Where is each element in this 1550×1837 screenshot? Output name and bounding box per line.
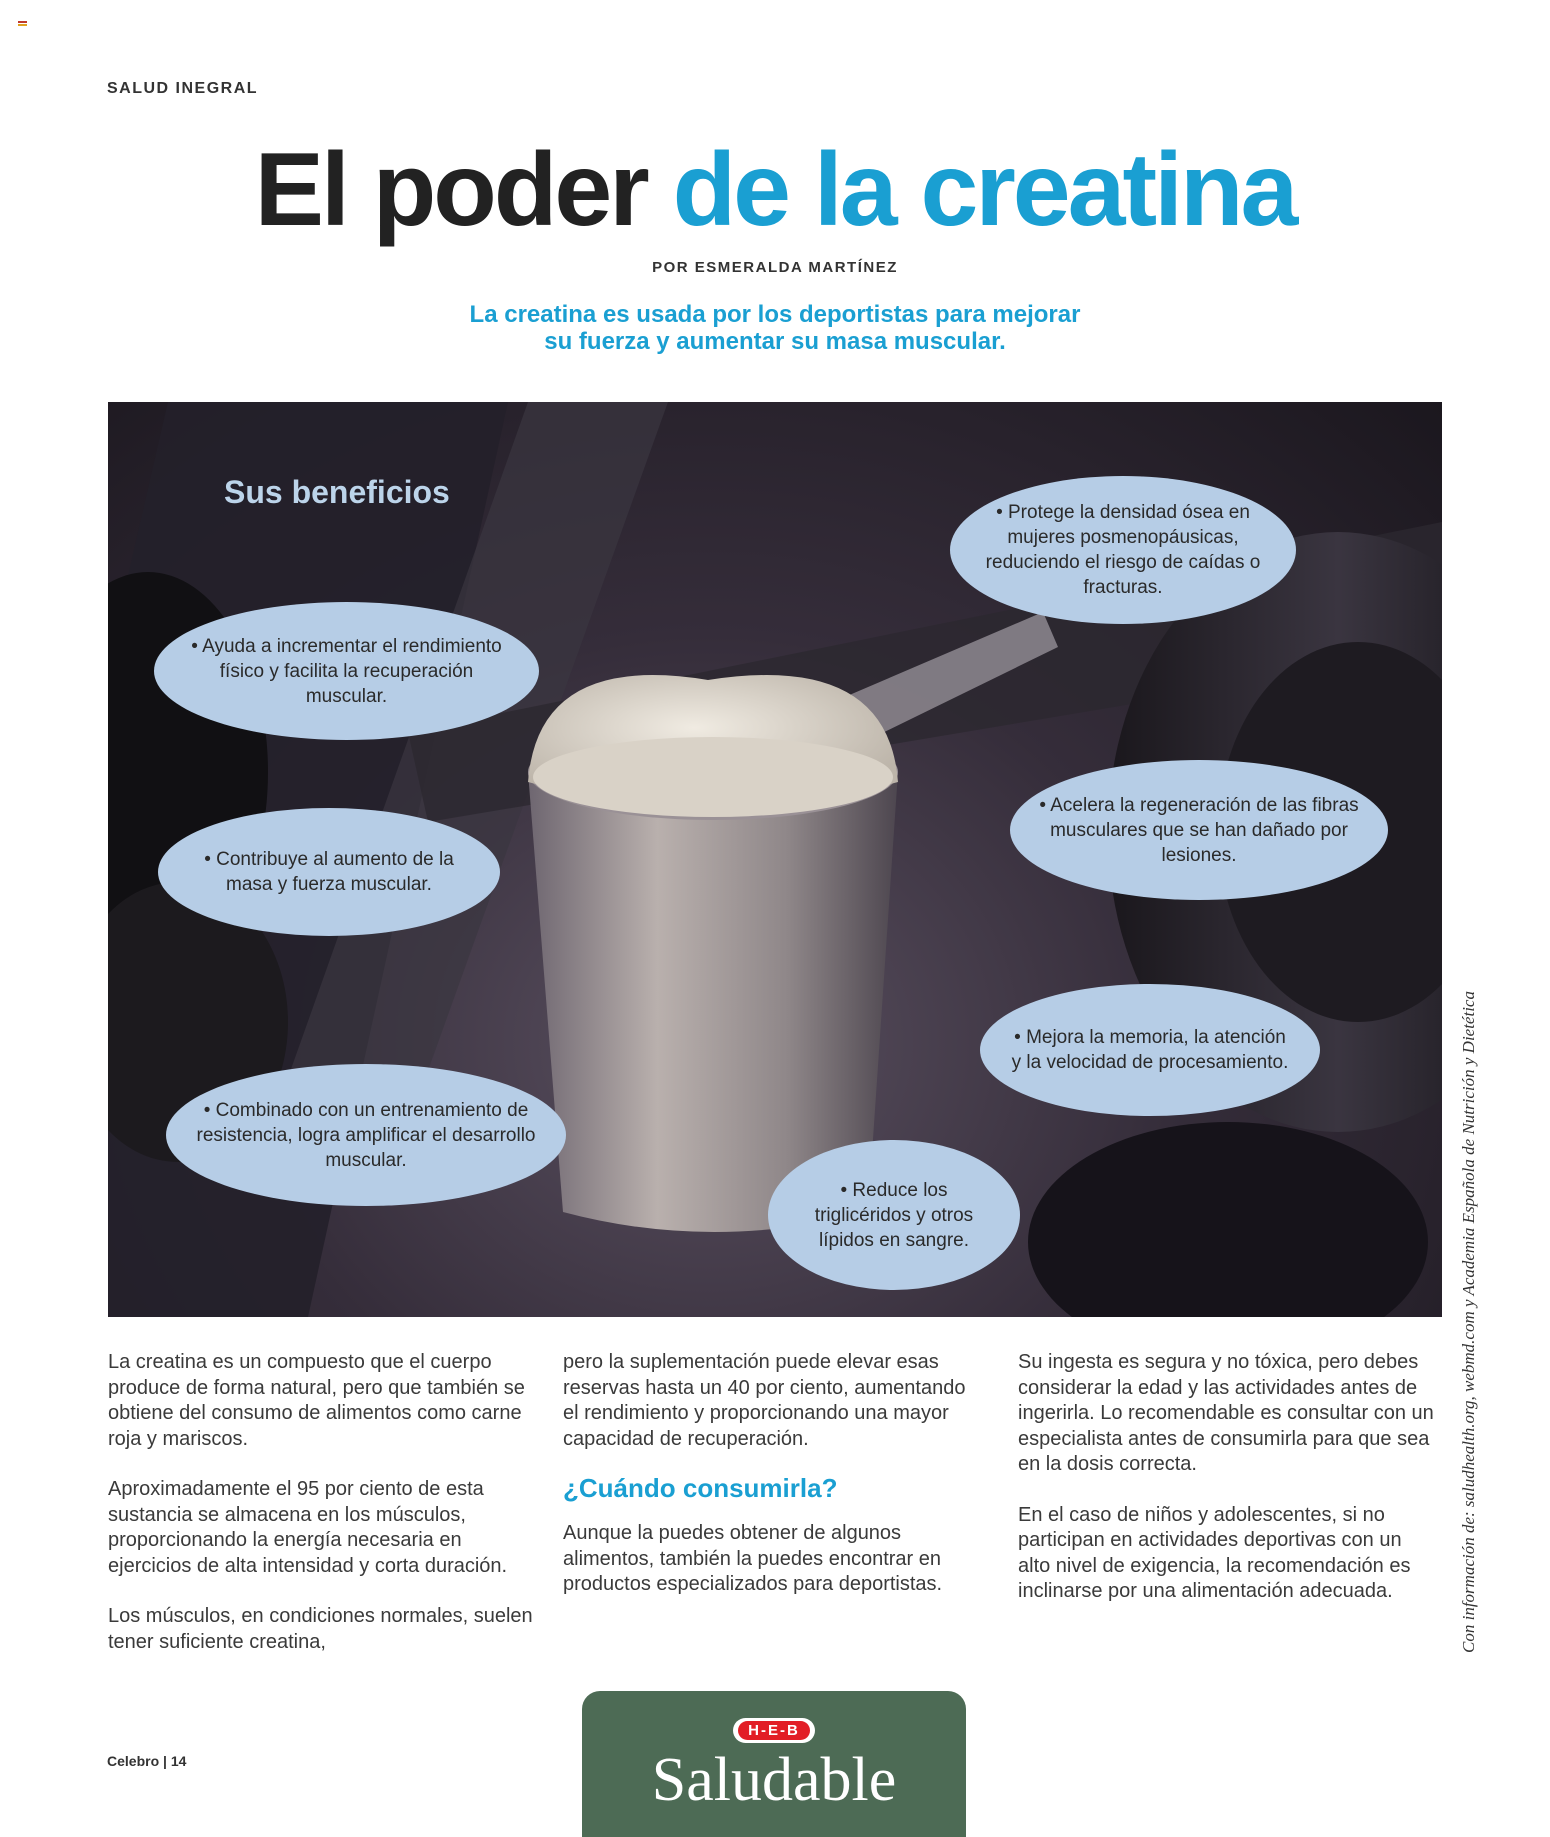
col2-paragraph-2: Aunque la puedes obtener de algunos alimentos, también la puedes encontrar en productos especializados para deportistas. — [563, 1522, 943, 1595]
subtitle-line-1: La creatina es usada por los deportistas para mejorar — [469, 301, 1081, 328]
title-blue-part: de la creatina — [672, 132, 1296, 248]
benefit-bubble-6: • Mejora la memoria, la atención y la velocidad de procesamiento. — [980, 984, 1320, 1116]
col3-paragraph-2: En el caso de niños y adolescentes, si no participan en actividades deportivas con un alto nivel de exigencia, la recomendación es inclinarse por una alimentación adecuada. — [1018, 1503, 1411, 1602]
benefit-bubble-2: • Contribuye al aumento de la masa y fuerza muscular. — [158, 808, 500, 936]
heb-badge — [582, 1718, 966, 1743]
section-label: SALUD INEGRAL — [107, 80, 259, 97]
col1-paragraph-3: Los músculos, en condiciones normales, suelen tener suficiente creatina, — [108, 1605, 533, 1653]
page-number: Celebro | 14 — [107, 1753, 187, 1769]
benefit-bubble-7: • Reduce los triglicéridos y otros lípidos en sangre. — [768, 1140, 1020, 1290]
byline: POR ESMERALDA MARTÍNEZ — [652, 259, 898, 276]
body-column-3 — [1018, 1350, 1438, 1630]
col3-paragraph-1: Su ingesta es segura y no tóxica, pero debes considerar la edad y las actividades antes de ingerirla. Lo recomendable es consultar con un especialista antes de consumirla para que sea en la dosis correcta. — [1018, 1351, 1434, 1475]
subtitle — [0, 301, 1550, 355]
col1-paragraph-1: La creatina es un compuesto que el cuerpo produce de forma natural, pero que también se obtiene del consumo de alimentos como carne roja y mariscos. — [108, 1351, 525, 1450]
heb-saludable-logo — [582, 1691, 966, 1837]
col2-subheading: ¿Cuándo consumirla? — [563, 1473, 838, 1503]
benefit-bubble-5: • Acelera la regeneración de las fibras musculares que se han dañado por lesiones. — [1010, 760, 1388, 900]
brand-name: Saludable — [651, 1746, 897, 1814]
body-column-2 — [563, 1350, 983, 1623]
benefit-bubble-1: • Ayuda a incrementar el rendimiento físico y facilita la recuperación muscular. — [154, 602, 539, 740]
menu-icon[interactable] — [18, 21, 27, 28]
source-credit: Con información de: saludhealth.org, webmd.com y Academia Española de Nutrición y Dietética — [1459, 991, 1478, 1653]
subtitle-line-2: su fuerza y aumentar su masa muscular. — [544, 328, 1006, 355]
body-column-1 — [108, 1350, 538, 1680]
col2-paragraph-1: pero la suplementación puede elevar esas reservas hasta un 40 por ciento, aumentando el rendimiento y proporcionando una mayor capacidad de recuperación. — [563, 1351, 966, 1450]
title-dark-part: El poder — [254, 132, 647, 248]
benefit-bubble-3: • Combinado con un entrenamiento de resistencia, logra amplificar el desarrollo muscular. — [166, 1064, 566, 1206]
col1-paragraph-2: Aproximadamente el 95 por ciento de esta sustancia se almacena en los músculos, proporcionando la energía necesaria en ejercicios de alta intensidad y corta duración. — [108, 1478, 508, 1577]
benefits-heading: Sus beneficios — [224, 474, 450, 510]
heb-badge-text: H-E-B — [738, 1721, 810, 1740]
benefit-bubble-4: • Protege la densidad ósea en mujeres posmenopáusicas, reduciendo el riesgo de caídas o fracturas. — [950, 476, 1296, 624]
page-title — [0, 128, 1550, 253]
infographic-photo — [108, 402, 1442, 1317]
